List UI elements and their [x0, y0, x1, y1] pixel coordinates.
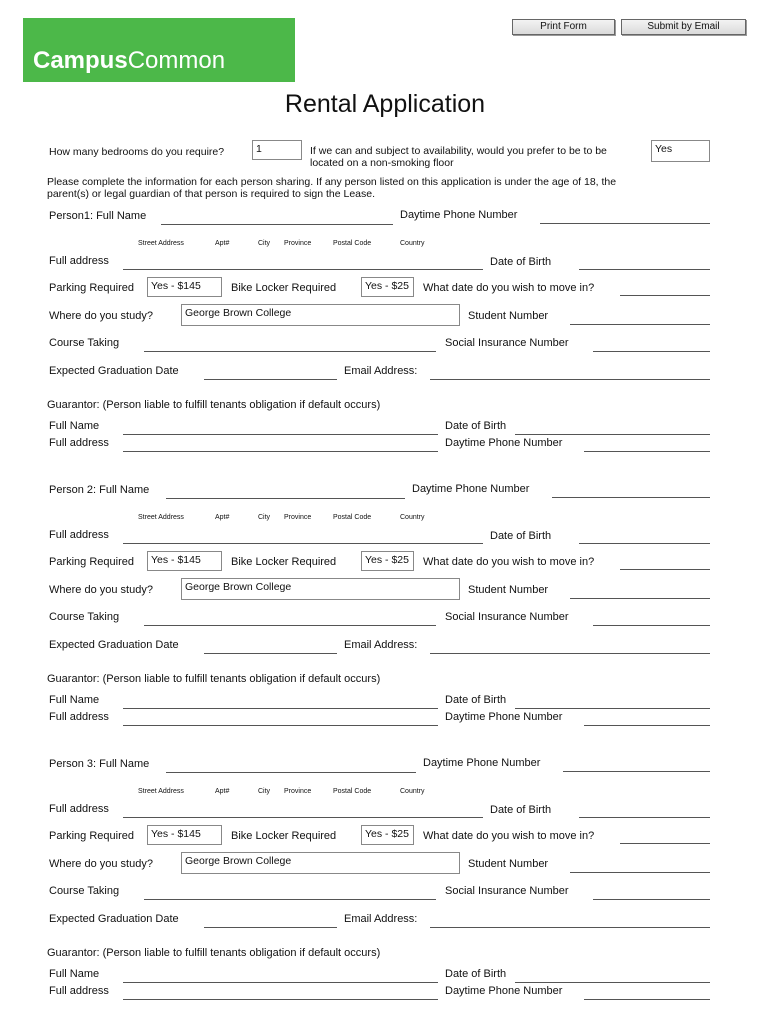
postal-code-caption: Postal Code [333, 240, 372, 247]
apt-caption: Apt# [215, 240, 230, 247]
parking-label: Parking Required [49, 830, 134, 842]
guarantor-heading: Guarantor: (Person liable to fulfill tenants obligation if default occurs) [47, 673, 381, 685]
smoking-question-line2: located on a non-smoking floor [310, 157, 454, 169]
guarantor-name-line[interactable] [123, 434, 438, 435]
logo-rest-text: Common [127, 47, 226, 74]
province-caption: Province [284, 788, 312, 795]
guarantor-dob-label: Date of Birth [445, 420, 507, 432]
guarantor-name-label: Full Name [49, 420, 100, 432]
student-number-label: Student Number [468, 858, 549, 870]
guarantor-name-label: Full Name [49, 694, 100, 706]
daytime-phone-line[interactable] [552, 497, 710, 498]
bike-locker-select[interactable]: Yes - $25 [361, 551, 414, 571]
course-label: Course Taking [49, 885, 120, 897]
guarantor-phone-line[interactable] [584, 999, 710, 1000]
parking-select[interactable]: Yes - $145 [147, 551, 222, 571]
bike-locker-select[interactable]: Yes - $25 [361, 825, 414, 845]
email-line[interactable] [430, 379, 710, 380]
guarantor-address-line[interactable] [123, 725, 438, 726]
street-address-caption: Street Address [138, 240, 184, 247]
student-number-label: Student Number [468, 584, 549, 596]
move-in-label: What date do you wish to move in? [423, 282, 595, 294]
guarantor-address-label: Full address [49, 985, 109, 997]
guarantor-dob-label: Date of Birth [445, 694, 507, 706]
daytime-phone-label: Daytime Phone Number [412, 483, 530, 495]
country-caption: Country [400, 514, 425, 521]
guarantor-phone-label: Daytime Phone Number [445, 985, 563, 997]
course-label: Course Taking [49, 611, 120, 623]
sin-line[interactable] [593, 351, 710, 352]
bike-locker-select[interactable]: Yes - $25 [361, 277, 414, 297]
country-caption: Country [400, 240, 425, 247]
person-name-label: Person 3: Full Name [49, 758, 150, 770]
logo-bold-text: Campus [33, 47, 128, 74]
province-caption: Province [284, 240, 312, 247]
sin-label: Social Insurance Number [445, 337, 569, 349]
date-of-birth-label: Date of Birth [490, 804, 552, 816]
course-line[interactable] [144, 625, 436, 626]
instructions-line2: parent(s) or legal guardian of that person is required to sign the Lease. [47, 188, 376, 200]
graduation-label: Expected Graduation Date [49, 639, 179, 651]
full-address-line[interactable] [123, 543, 483, 544]
guarantor-phone-line[interactable] [584, 725, 710, 726]
graduation-date-line[interactable] [204, 379, 337, 380]
city-caption: City [258, 240, 271, 247]
full-address-label: Full address [49, 803, 109, 815]
student-number-line[interactable] [570, 872, 710, 873]
full-address-line[interactable] [123, 269, 483, 270]
postal-code-caption: Postal Code [333, 514, 372, 521]
guarantor-dob-line[interactable] [515, 708, 710, 709]
email-label: Email Address: [344, 365, 418, 377]
apt-caption: Apt# [215, 788, 230, 795]
course-line[interactable] [144, 351, 436, 352]
sin-line[interactable] [593, 899, 710, 900]
school-field[interactable]: George Brown College [181, 304, 460, 326]
person-name-label: Person 2: Full Name [49, 484, 150, 496]
person-name-line[interactable] [166, 498, 405, 499]
full-address-label: Full address [49, 529, 109, 541]
smoking-question-line1: If we can and subject to availability, would you prefer to be to be [310, 145, 607, 157]
graduation-date-line[interactable] [204, 927, 337, 928]
daytime-phone-label: Daytime Phone Number [400, 209, 518, 221]
page-title: Rental Application [284, 90, 486, 118]
bedrooms-label: How many bedrooms do you require? [49, 146, 225, 158]
daytime-phone-label: Daytime Phone Number [423, 757, 541, 769]
guarantor-address-label: Full address [49, 437, 109, 449]
date-of-birth-label: Date of Birth [490, 256, 552, 268]
parking-select[interactable]: Yes - $145 [147, 277, 222, 297]
person-name-line[interactable] [166, 772, 416, 773]
guarantor-heading: Guarantor: (Person liable to fulfill tenants obligation if default occurs) [47, 947, 381, 959]
submit-by-email-button[interactable]: Submit by Email [621, 19, 746, 35]
campus-common-logo [23, 18, 295, 82]
course-line[interactable] [144, 899, 436, 900]
guarantor-name-line[interactable] [123, 708, 438, 709]
guarantor-address-line[interactable] [123, 451, 438, 452]
parking-label: Parking Required [49, 556, 134, 568]
guarantor-address-line[interactable] [123, 999, 438, 1000]
city-caption: City [258, 788, 271, 795]
school-field[interactable]: George Brown College [181, 578, 460, 600]
daytime-phone-line[interactable] [563, 771, 710, 772]
guarantor-name-label: Full Name [49, 968, 100, 980]
email-line[interactable] [430, 927, 710, 928]
daytime-phone-line[interactable] [540, 223, 710, 224]
bike-locker-label: Bike Locker Required [231, 830, 337, 842]
guarantor-dob-line[interactable] [515, 982, 710, 983]
move-in-date-line[interactable] [620, 569, 710, 570]
city-caption: City [258, 514, 271, 521]
course-label: Course Taking [49, 337, 120, 349]
guarantor-phone-line[interactable] [584, 451, 710, 452]
graduation-date-line[interactable] [204, 653, 337, 654]
guarantor-name-line[interactable] [123, 982, 438, 983]
print-form-button[interactable]: Print Form [512, 19, 615, 35]
postal-code-caption: Postal Code [333, 788, 372, 795]
person-name-line[interactable] [161, 224, 393, 225]
student-number-line[interactable] [570, 598, 710, 599]
school-field[interactable]: George Brown College [181, 852, 460, 874]
non-smoking-field[interactable]: Yes [651, 140, 710, 162]
email-line[interactable] [430, 653, 710, 654]
full-address-label: Full address [49, 255, 109, 267]
email-label: Email Address: [344, 913, 418, 925]
move-in-label: What date do you wish to move in? [423, 556, 595, 568]
study-label: Where do you study? [49, 584, 153, 596]
parking-label: Parking Required [49, 282, 134, 294]
parking-select[interactable]: Yes - $145 [147, 825, 222, 845]
country-caption: Country [400, 788, 425, 795]
guarantor-heading: Guarantor: (Person liable to fulfill tenants obligation if default occurs) [47, 399, 381, 411]
move-in-label: What date do you wish to move in? [423, 830, 595, 842]
student-number-label: Student Number [468, 310, 549, 322]
sin-line[interactable] [593, 625, 710, 626]
bedrooms-field[interactable]: 1 [252, 140, 302, 160]
student-number-line[interactable] [570, 324, 710, 325]
guarantor-address-label: Full address [49, 711, 109, 723]
guarantor-phone-label: Daytime Phone Number [445, 711, 563, 723]
email-label: Email Address: [344, 639, 418, 651]
move-in-date-line[interactable] [620, 843, 710, 844]
move-in-date-line[interactable] [620, 295, 710, 296]
sin-label: Social Insurance Number [445, 611, 569, 623]
apt-caption: Apt# [215, 514, 230, 521]
date-of-birth-line[interactable] [579, 543, 710, 544]
bike-locker-label: Bike Locker Required [231, 556, 337, 568]
date-of-birth-line[interactable] [579, 817, 710, 818]
graduation-label: Expected Graduation Date [49, 365, 179, 377]
guarantor-phone-label: Daytime Phone Number [445, 437, 563, 449]
street-address-caption: Street Address [138, 788, 184, 795]
province-caption: Province [284, 514, 312, 521]
study-label: Where do you study? [49, 310, 153, 322]
guarantor-dob-line[interactable] [515, 434, 710, 435]
full-address-line[interactable] [123, 817, 483, 818]
bike-locker-label: Bike Locker Required [231, 282, 337, 294]
graduation-label: Expected Graduation Date [49, 913, 179, 925]
study-label: Where do you study? [49, 858, 153, 870]
street-address-caption: Street Address [138, 514, 184, 521]
guarantor-dob-label: Date of Birth [445, 968, 507, 980]
date-of-birth-label: Date of Birth [490, 530, 552, 542]
instructions-line1: Please complete the information for each person sharing. If any person listed on this application is under the age of 18, the [47, 176, 617, 188]
person-name-label: Person1: Full Name [49, 210, 147, 222]
date-of-birth-line[interactable] [579, 269, 710, 270]
sin-label: Social Insurance Number [445, 885, 569, 897]
